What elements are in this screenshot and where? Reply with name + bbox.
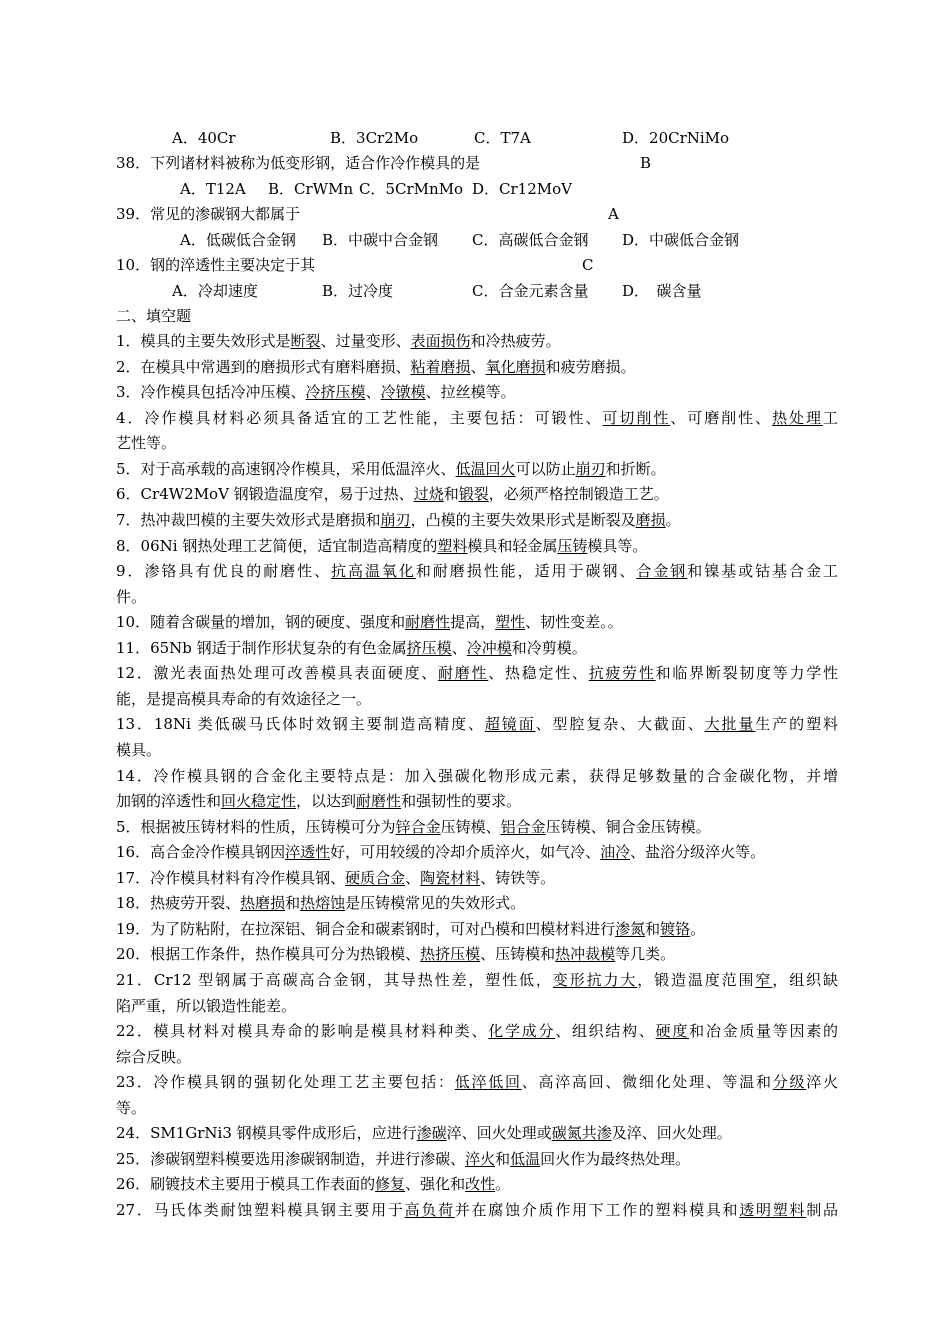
q38-option-a: A．T12A	[180, 180, 246, 198]
q40-option-c: C．合金元素含量	[472, 282, 589, 300]
fill-item-6: 6．Cr4W2MoV 钢锻造温度窄，易于过热、过烧和锻裂，必须严格控制锻造工艺。	[116, 485, 669, 503]
q39-question: 39．常见的渗碳钢大都属于	[116, 205, 301, 223]
fill-item-4-cont: 艺性等。	[116, 434, 177, 452]
fill-item-14: 14．冷作模具钢的合金化主要特点是：加入强碳化物形成元素，获得足够数量的合金碳化物，并增	[116, 767, 838, 785]
fill-item-22: 22．模具材料对模具寿命的影响是模具材料种类、化学成分、组织结构、硬度和冶金质量等因素的	[116, 1022, 838, 1040]
q39-option-b: B．中碳中合金钢	[322, 231, 439, 249]
fill-item-11: 11．65Nb 钢适于制作形状复杂的有色金属挤压模、冷冲模和冷剪模。	[116, 639, 587, 657]
fill-item-17: 17．冷作模具材料有冷作模具钢、硬质合金、陶瓷材料、铸铁等。	[116, 869, 556, 887]
fill-item-10: 10．随着含碳量的增加，钢的硬度、强度和耐磨性提高，塑性、韧性变差。。	[116, 613, 623, 631]
fill-item-21: 21．Cr12 型钢属于高碳高合金钢，其导热性差，塑性低，变形抗力大，锻造温度范围窄，组织缺	[116, 971, 838, 989]
fill-item-15: 5．根据被压铸材料的性质，压铸模可分为锌合金压铸模、铝合金压铸模、铜合金压铸模。	[116, 818, 711, 836]
fill-item-13-cont: 模具。	[116, 741, 162, 759]
q39-option-d: D．中碳低合金钢	[622, 231, 740, 249]
fill-item-9: 9．渗铬具有优良的耐磨性、抗高温氧化和耐磨损性能，适用于碳钢、合金钢和镍基或钴基合金工	[116, 562, 838, 580]
q38-question: 38．下列诸材料被称为低变形钢，适合作冷作模具的是	[116, 154, 481, 172]
fill-item-25: 25．渗碳钢塑料模要选用渗碳钢制造，并进行渗碳、淬火和低温回火作为最终热处理。	[116, 1150, 691, 1168]
fill-item-2: 2．在模具中常遇到的磨损形式有磨料磨损、粘着磨损、氧化磨损和疲劳磨损。	[116, 358, 636, 376]
fill-item-13: 13．18Ni 类低碳马氏体时效钢主要制造高精度、超镜面、型腔复杂、大截面、大批量生产的塑料	[116, 715, 838, 733]
q37-option-c: C．T7A	[474, 129, 531, 147]
fill-item-21-cont: 陷严重，所以锻造性能差。	[116, 997, 297, 1015]
q40-question: 10．钢的淬透性主要决定于其	[116, 256, 316, 274]
fill-item-22-cont: 综合反映。	[116, 1048, 192, 1066]
q38-option-d: D．Cr12MoV	[472, 180, 572, 198]
q40-answer: C	[582, 256, 594, 274]
fill-item-16: 16．高合金冷作模具钢因淬透性好，可用较缓的冷却介质淬火，如气冷、油冷、盐浴分级淬火等。	[116, 843, 766, 861]
q38-option-c: C．5CrMnMo	[359, 180, 464, 198]
fill-item-3: 3．冷作模具包括冷冲压模、冷挤压模、冷镦模、拉丝模等。	[116, 383, 516, 401]
fill-item-12-cont: 能，是提高模具寿命的有效途径之一。	[116, 690, 372, 708]
fill-item-20: 20．根据工作条件，热作模具可分为热锻模、热挤压模、压铸模和热冲裁模等几类。	[116, 945, 676, 963]
fill-item-23: 23．冷作模具钢的强韧化处理工艺主要包括：低淬低回、高淬高回、微细化处理、等温和分级淬火	[116, 1073, 838, 1091]
fill-item-5: 5．对于高承载的高速钢冷作模具，采用低温淬火、低温回火可以防止崩刃和折断。	[116, 460, 666, 478]
q40-option-a: A．冷却速度	[172, 282, 258, 300]
q39-answer: A	[608, 205, 619, 223]
fill-item-14-cont: 加钢的淬透性和回火稳定性，以达到耐磨性和强韧性的要求。	[116, 792, 522, 810]
section-title: 二、填空题	[116, 307, 192, 325]
q39-option-c: C．高碳低合金钢	[472, 231, 589, 249]
fill-item-12: 12．激光表面热处理可改善模具表面硬度、耐磨性、热稳定性、抗疲劳性和临界断裂韧度等力学性	[116, 664, 838, 682]
q39-option-a: A．低碳低合金钢	[180, 231, 296, 249]
q37-option-d: D．20CrNiMo	[622, 129, 730, 147]
q40-option-b: B．过冷度	[322, 282, 394, 300]
q38-answer: B	[640, 154, 652, 172]
fill-item-8: 8．06Ni 钢热处理工艺简便，适宜制造高精度的塑料模具和轻金属压铸模具等。	[116, 537, 648, 555]
q37-option-a: A．40Cr	[172, 129, 236, 147]
fill-item-4: 4．冷作模具材料必须具备适宜的工艺性能，主要包括：可锻性、可切削性、可磨削性、热处理工	[116, 409, 838, 427]
fill-item-23-cont: 等。	[116, 1099, 147, 1117]
fill-item-26: 26．刷镀技术主要用于模具工作表面的修复、强化和改性。	[116, 1175, 511, 1193]
fill-item-19: 19．为了防粘附，在拉深铝、铜合金和碳素钢时，可对凸模和凹模材料进行渗氮和镀铬。	[116, 920, 706, 938]
fill-item-27: 27．马氏体类耐蚀塑料模具钢主要用于高负荷并在腐蚀介质作用下工作的塑料模具和透明塑料制品	[116, 1201, 838, 1219]
q38-option-b: B．CrWMn	[268, 180, 354, 198]
fill-item-1: 1．模具的主要失效形式是断裂、过量变形、表面损伤和冷热疲劳。	[116, 332, 561, 350]
fill-item-18: 18．热疲劳开裂、热磨损和热熔蚀是压铸模常见的失效形式。	[116, 894, 526, 912]
fill-item-7: 7．热冲裁凹模的主要失效形式是磨损和崩刃，凸模的主要失效果形式是断裂及磨损。	[116, 511, 681, 529]
q37-option-b: B．3Cr2Mo	[330, 129, 419, 147]
q40-option-d: D． 碳含量	[622, 282, 702, 300]
fill-item-24: 24．SM1GrNi3 钢模具零件成形后，应进行渗碳淬、回火处理或碳氮共渗及淬、回火处理。	[116, 1124, 732, 1142]
fill-item-9-cont: 件。	[116, 588, 147, 606]
